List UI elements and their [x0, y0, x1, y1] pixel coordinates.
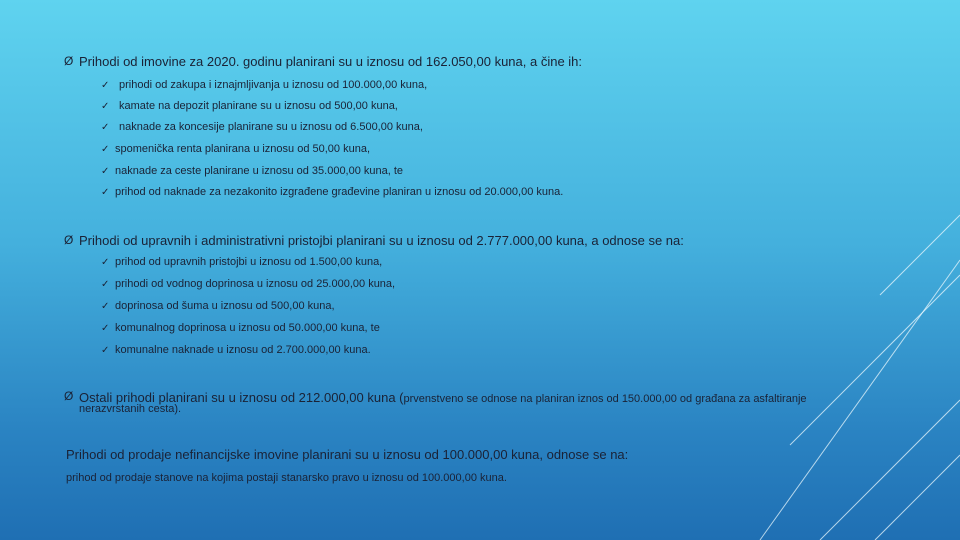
check-icon: ✓	[101, 166, 110, 177]
check-icon: ✓	[101, 323, 110, 334]
section3-note-continued: nerazvrstanih cesta).	[79, 403, 182, 415]
check-icon: ✓	[101, 279, 110, 290]
list-item: doprinosa od šuma u iznosu od 500,00 kuna,	[115, 300, 335, 312]
section4-detail: prihod od prodaje stanove na kojima postaji stanarsko pravo u iznosu od 100.000,00 kuna.	[66, 472, 507, 484]
list-item: prihod od naknade za nezakonito izgrađene građevine planiran u iznosu od 20.000,00 kuna.	[115, 186, 564, 198]
check-icon: ✓	[101, 101, 110, 112]
section2-heading: Prihodi od upravnih i administrativni pristojbi planirani su u iznosu od 2.777.000,00 kuna, a odnose se na:	[79, 233, 684, 248]
check-icon: ✓	[101, 122, 110, 133]
check-icon: ✓	[101, 187, 110, 198]
bullet-icon: Ø	[64, 54, 74, 68]
section3-heading-text: Ostali prihodi planirani su u iznosu od 212.000,00 kuna (	[79, 390, 404, 405]
list-item: komunalnog doprinosa u iznosu od 50.000,00 kuna, te	[115, 322, 380, 334]
list-item: prihod od upravnih pristojbi u iznosu od 1.500,00 kuna,	[115, 256, 383, 268]
bullet-icon: Ø	[64, 233, 74, 247]
list-item: spomenička renta planirana u iznosu od 50,00 kuna,	[115, 143, 371, 155]
list-item: prihodi od zakupa i iznajmljivanja u iznosu od 100.000,00 kuna,	[119, 79, 428, 91]
section3-note: prvenstveno se odnose na planiran iznos od 150.000,00 od građana za asfaltiranje	[403, 393, 807, 405]
section3-heading	[79, 389, 807, 407]
section1-heading: Prihodi od imovine za 2020. godinu planirani su u iznosu od 162.050,00 kuna, a čine ih:	[79, 54, 583, 69]
check-icon: ✓	[101, 257, 110, 268]
check-icon: ✓	[101, 345, 110, 356]
list-item: komunalne naknade u iznosu od 2.700.000,00 kuna.	[115, 344, 371, 356]
list-item: prihodi od vodnog doprinosa u iznosu od 25.000,00 kuna,	[115, 278, 396, 290]
check-icon: ✓	[101, 144, 110, 155]
check-icon: ✓	[101, 80, 110, 91]
check-icon: ✓	[101, 301, 110, 312]
list-item: naknade za ceste planirane u iznosu od 35.000,00 kuna, te	[115, 165, 404, 177]
list-item: kamate na depozit planirane su u iznosu od 500,00 kuna,	[119, 100, 398, 112]
section4-heading: Prihodi od prodaje nefinancijske imovine planirani su u iznosu od 100.000,00 kuna, odnose se na:	[66, 447, 629, 462]
list-item: naknade za koncesije planirane su u iznosu od 6.500,00 kuna,	[119, 121, 423, 133]
bullet-icon: Ø	[64, 389, 74, 403]
